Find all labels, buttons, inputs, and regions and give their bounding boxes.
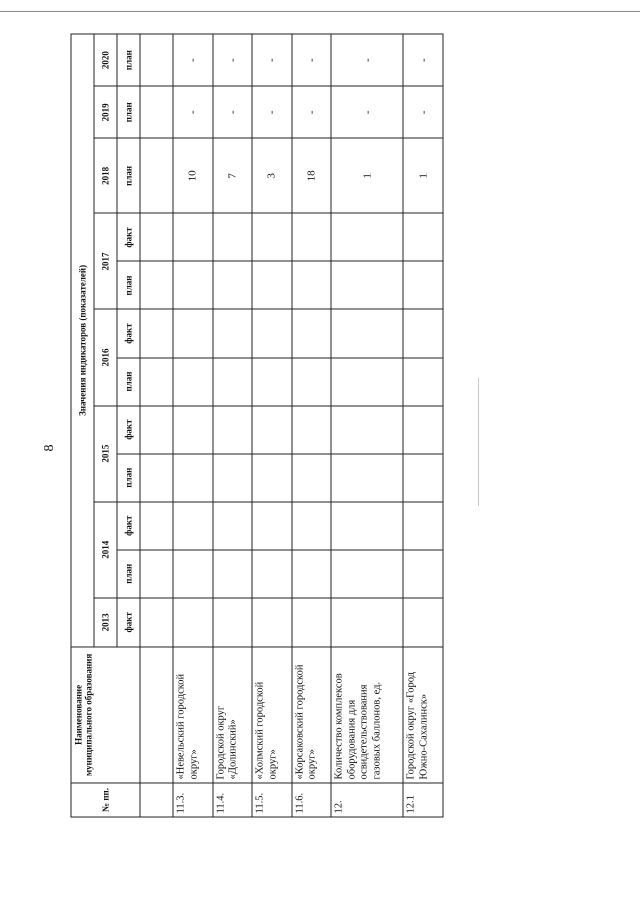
value-cell	[212, 549, 251, 597]
year-header: 2017	[94, 213, 117, 309]
value-cell: -	[212, 34, 251, 86]
blank-row	[140, 34, 173, 817]
rotated-table-wrap	[70, 33, 443, 817]
value-cell: -	[291, 34, 330, 86]
value-cell	[212, 405, 251, 453]
value-cell: -	[403, 86, 443, 138]
blank-cell	[140, 549, 173, 597]
value-cell	[291, 453, 330, 501]
value-cell: -	[173, 34, 212, 86]
year-header: 2018	[94, 138, 117, 213]
value-cell	[403, 405, 443, 453]
row-number: 12.	[330, 782, 402, 816]
value-cell	[212, 357, 251, 405]
indicator-group-header: Значения индикаторов (показателей)	[71, 34, 94, 647]
blank-cell	[140, 86, 173, 138]
year-header: 2015	[94, 405, 117, 501]
value-cell	[291, 405, 330, 453]
municipality-name: Городской округ «Город Южно-Сахалинск»	[403, 646, 443, 782]
municipality-name: Городской округ «Долинский»	[212, 646, 251, 782]
value-cell	[173, 405, 212, 453]
value-cell	[291, 309, 330, 357]
value-cell: 18	[291, 138, 330, 213]
value-cell	[330, 309, 402, 357]
fact-header: факт	[117, 501, 140, 549]
table-row	[330, 34, 402, 817]
value-cell	[330, 501, 402, 549]
page-number: 8	[42, 444, 57, 452]
value-cell	[252, 213, 291, 261]
value-cell	[173, 309, 212, 357]
value-cell	[291, 213, 330, 261]
value-cell	[212, 453, 251, 501]
table-row	[173, 34, 212, 817]
fact-header: факт	[117, 405, 140, 453]
value-cell: 1	[330, 138, 402, 213]
table-row	[212, 34, 251, 817]
value-cell	[291, 501, 330, 549]
value-cell: -	[212, 86, 251, 138]
row-number: 11.4.	[212, 782, 251, 816]
blank-cell	[140, 34, 173, 86]
value-cell	[330, 261, 402, 309]
value-cell: -	[330, 86, 402, 138]
value-cell	[403, 597, 443, 646]
value-cell	[330, 213, 402, 261]
value-cell	[291, 597, 330, 646]
scan-mark	[478, 378, 479, 506]
plan-header: план	[117, 357, 140, 405]
plan-header: план	[117, 138, 140, 213]
value-cell	[403, 549, 443, 597]
value-cell	[291, 261, 330, 309]
year-header: 2014	[94, 501, 117, 597]
blank-cell	[140, 782, 173, 816]
row-number: 11.6.	[291, 782, 330, 816]
plan-header: план	[117, 453, 140, 501]
row-number: 11.5.	[252, 782, 291, 816]
table-row	[252, 34, 291, 817]
blank-cell	[140, 138, 173, 213]
value-cell: -	[173, 86, 212, 138]
municipality-name: «Корсаковский городской округ»	[291, 646, 330, 782]
value-cell	[212, 501, 251, 549]
blank-cell	[140, 261, 173, 309]
value-cell: 10	[173, 138, 212, 213]
value-cell: -	[252, 86, 291, 138]
value-cell	[330, 549, 402, 597]
value-cell	[252, 501, 291, 549]
value-cell	[252, 405, 291, 453]
table-row	[403, 34, 443, 817]
blank-cell	[140, 309, 173, 357]
header-row-1	[71, 34, 94, 817]
fact-header: факт	[117, 597, 140, 646]
municipality-name: «Невельский городской округ»	[173, 646, 212, 782]
value-cell	[291, 549, 330, 597]
plan-header: план	[117, 86, 140, 138]
value-cell	[173, 597, 212, 646]
top-rule	[0, 11, 640, 12]
plan-header: план	[117, 261, 140, 309]
value-cell: 3	[252, 138, 291, 213]
blank-cell	[140, 357, 173, 405]
value-cell: 1	[403, 138, 443, 213]
value-cell	[173, 357, 212, 405]
value-cell	[252, 597, 291, 646]
value-cell	[212, 597, 251, 646]
table-body	[173, 34, 443, 817]
value-cell	[330, 597, 402, 646]
value-cell: -	[330, 34, 402, 86]
fact-header: факт	[117, 213, 140, 261]
value-cell	[173, 261, 212, 309]
value-cell: 7	[212, 138, 251, 213]
value-cell	[403, 213, 443, 261]
blank-cell	[140, 213, 173, 261]
value-cell	[252, 357, 291, 405]
municipality-name: Количество комплексов оборудования для освидетельствования газовых баллонов, ед.	[330, 646, 402, 782]
blank-cell	[140, 501, 173, 549]
row-number: 11.3.	[173, 782, 212, 816]
value-cell	[173, 453, 212, 501]
value-cell	[330, 405, 402, 453]
value-cell	[173, 549, 212, 597]
year-header: 2019	[94, 86, 117, 138]
value-cell	[173, 501, 212, 549]
plan-header: план	[117, 549, 140, 597]
blank-cell	[140, 405, 173, 453]
value-cell	[330, 357, 402, 405]
value-cell	[252, 549, 291, 597]
blank-cell	[140, 453, 173, 501]
value-cell	[330, 453, 402, 501]
value-cell	[403, 501, 443, 549]
value-cell	[252, 309, 291, 357]
value-cell	[212, 309, 251, 357]
value-cell: -	[291, 86, 330, 138]
value-cell	[173, 213, 212, 261]
year-header: 2016	[94, 309, 117, 405]
plan-header: план	[117, 34, 140, 86]
value-cell	[403, 261, 443, 309]
year-header: 2013	[94, 597, 117, 646]
table-sheet	[70, 33, 443, 817]
indicator-table	[70, 33, 443, 817]
municipality-name: «Холмский городской округ»	[252, 646, 291, 782]
col-name-header: Наименование муниципального образования	[71, 646, 140, 782]
value-cell: -	[403, 34, 443, 86]
value-cell	[403, 309, 443, 357]
value-cell	[212, 261, 251, 309]
year-header: 2020	[94, 34, 117, 86]
table-row	[291, 34, 330, 817]
value-cell	[212, 213, 251, 261]
value-cell	[291, 357, 330, 405]
value-cell	[403, 357, 443, 405]
fact-header: факт	[117, 309, 140, 357]
value-cell	[252, 453, 291, 501]
value-cell: -	[252, 34, 291, 86]
blank-cell	[140, 597, 173, 646]
col-num-header: № пп.	[71, 782, 140, 816]
value-cell	[252, 261, 291, 309]
blank-cell	[140, 646, 173, 782]
value-cell	[403, 453, 443, 501]
row-number: 12.1	[403, 782, 443, 816]
